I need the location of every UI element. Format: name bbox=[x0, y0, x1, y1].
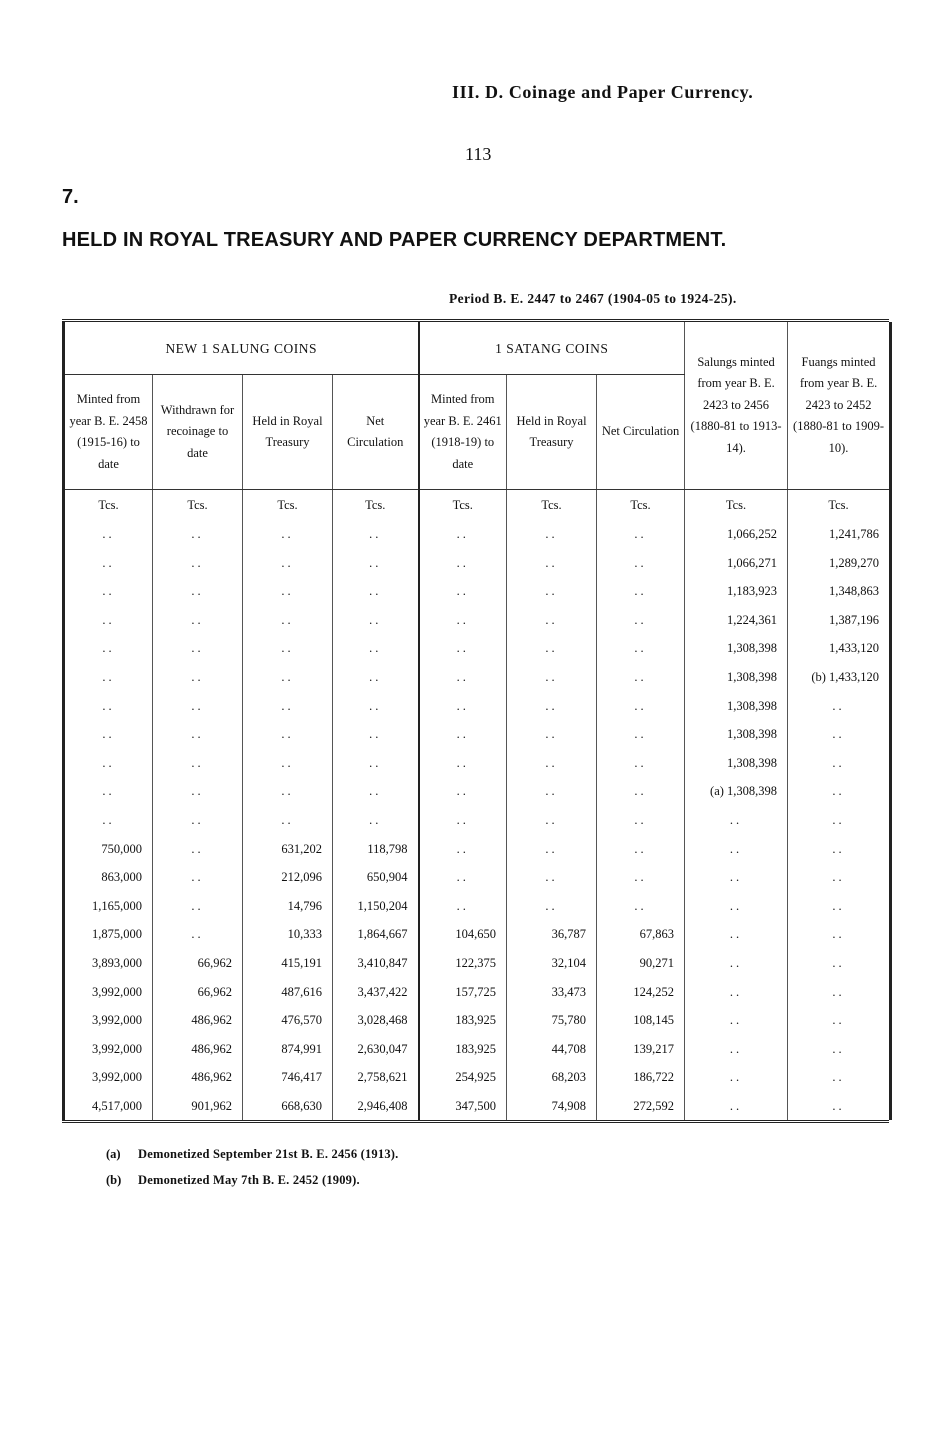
table-row bbox=[64, 1006, 891, 1035]
cell-satang-held: .. bbox=[507, 777, 597, 806]
period-label: Period B. E. 2447 to 2467 (1904-05 to 1924-25). bbox=[449, 291, 737, 306]
cell-salungs-minted: 1,066,271 bbox=[685, 549, 788, 578]
cell-satang-net: .. bbox=[597, 835, 685, 864]
cell-salungs-minted: 1,308,398 bbox=[685, 663, 788, 692]
cell-salungs-minted: .. bbox=[685, 1035, 788, 1064]
cell-satang-net: .. bbox=[597, 720, 685, 749]
cell-satang-held: .. bbox=[507, 749, 597, 778]
cell-salung-held: .. bbox=[243, 720, 333, 749]
cell-salung-held: .. bbox=[243, 749, 333, 778]
cell-satang-net: 124,252 bbox=[597, 978, 685, 1007]
cell-satang-minted: 183,925 bbox=[419, 1006, 507, 1035]
unit-label: Tcs. bbox=[243, 490, 333, 521]
cell-satang-held: 33,473 bbox=[507, 978, 597, 1007]
units-row bbox=[64, 490, 891, 521]
cell-salung-held: 415,191 bbox=[243, 949, 333, 978]
cell-salung-withdrawn: 66,962 bbox=[153, 949, 243, 978]
cell-fuangs-minted: .. bbox=[788, 863, 891, 892]
unit-label: Tcs. bbox=[64, 490, 153, 521]
cell-salungs-minted: 1,308,398 bbox=[685, 749, 788, 778]
cell-salungs-minted: 1,308,398 bbox=[685, 634, 788, 663]
cell-salung-minted: 863,000 bbox=[101, 870, 142, 885]
cell-satang-net: .. bbox=[597, 777, 685, 806]
cell-salung-minted: .. bbox=[102, 698, 115, 713]
table-row bbox=[64, 749, 891, 778]
table-row bbox=[64, 978, 891, 1007]
cell-fuangs-minted: .. bbox=[788, 692, 891, 721]
cell-satang-net: .. bbox=[597, 577, 685, 606]
page-number: 113 bbox=[465, 144, 492, 164]
cell-salung-withdrawn: .. bbox=[153, 549, 243, 578]
unit-label: Tcs. bbox=[507, 490, 597, 521]
cell-salung-held: .. bbox=[243, 692, 333, 721]
cell-salung-withdrawn: .. bbox=[153, 777, 243, 806]
cell-salung-net: 118,798 bbox=[333, 835, 419, 864]
cell-satang-minted: 347,500 bbox=[419, 1092, 507, 1121]
cell-salungs-minted: 1,183,923 bbox=[685, 577, 788, 606]
cell-salung-held: .. bbox=[243, 634, 333, 663]
table-row bbox=[64, 892, 891, 921]
cell-satang-minted: .. bbox=[419, 835, 507, 864]
cell-salung-net: .. bbox=[333, 520, 419, 549]
cell-salung-minted: 3,992,000 bbox=[92, 984, 142, 999]
cell-satang-net: 67,863 bbox=[597, 920, 685, 949]
cell-satang-net: .. bbox=[597, 692, 685, 721]
unit-label: Tcs. bbox=[419, 490, 507, 521]
cell-salung-net: 2,946,408 bbox=[333, 1092, 419, 1121]
cell-satang-held: 68,203 bbox=[507, 1063, 597, 1092]
unit-label: Tcs. bbox=[685, 490, 788, 521]
cell-salung-withdrawn: 66,962 bbox=[153, 978, 243, 1007]
cell-satang-minted: .. bbox=[419, 577, 507, 606]
cell-satang-held: .. bbox=[507, 634, 597, 663]
cell-satang-net: 139,217 bbox=[597, 1035, 685, 1064]
column-header-salung-held: Held in Royal Treasury bbox=[243, 375, 333, 490]
section-header: III. D. Coinage and Paper Currency. bbox=[452, 82, 754, 102]
table-row bbox=[64, 806, 891, 835]
cell-satang-minted: .. bbox=[419, 663, 507, 692]
cell-salung-withdrawn: .. bbox=[153, 634, 243, 663]
cell-salung-minted: 750,000 bbox=[101, 841, 142, 856]
column-header-salung-minted: Minted from year B. E. 2458 (1915-16) to date bbox=[64, 375, 153, 490]
cell-salung-minted: 3,992,000 bbox=[92, 1070, 142, 1085]
footnote-key: (b) bbox=[106, 1173, 122, 1187]
cell-satang-net: 186,722 bbox=[597, 1063, 685, 1092]
cell-satang-held: .. bbox=[507, 720, 597, 749]
cell-satang-held: .. bbox=[507, 577, 597, 606]
cell-salung-net: 1,864,667 bbox=[333, 920, 419, 949]
table-row bbox=[64, 720, 891, 749]
cell-salung-minted: 1,165,000 bbox=[92, 898, 142, 913]
cell-fuangs-minted: .. bbox=[788, 978, 891, 1007]
cell-salungs-minted: (a) 1,308,398 bbox=[685, 777, 788, 806]
cell-fuangs-minted: .. bbox=[788, 1006, 891, 1035]
cell-satang-held: 36,787 bbox=[507, 920, 597, 949]
cell-salung-withdrawn: .. bbox=[153, 606, 243, 635]
cell-satang-net: .. bbox=[597, 749, 685, 778]
cell-satang-net: .. bbox=[597, 634, 685, 663]
footnote-a bbox=[106, 1141, 398, 1167]
cell-satang-minted: .. bbox=[419, 892, 507, 921]
cell-fuangs-minted: .. bbox=[788, 949, 891, 978]
cell-satang-minted: .. bbox=[419, 692, 507, 721]
cell-salung-net: .. bbox=[333, 749, 419, 778]
cell-satang-minted: .. bbox=[419, 606, 507, 635]
cell-salung-held: 14,796 bbox=[243, 892, 333, 921]
cell-salung-net: 3,410,847 bbox=[333, 949, 419, 978]
table-row bbox=[64, 1092, 891, 1121]
cell-salung-minted: .. bbox=[102, 555, 115, 570]
cell-salung-held: 476,570 bbox=[243, 1006, 333, 1035]
cell-salung-minted: .. bbox=[102, 784, 115, 799]
cell-fuangs-minted: 1,289,270 bbox=[788, 549, 891, 578]
cell-fuangs-minted: .. bbox=[788, 835, 891, 864]
table-row bbox=[64, 1063, 891, 1092]
cell-satang-minted: .. bbox=[419, 720, 507, 749]
cell-satang-held: .. bbox=[507, 806, 597, 835]
cell-fuangs-minted: 1,348,863 bbox=[788, 577, 891, 606]
cell-satang-net: .. bbox=[597, 892, 685, 921]
cell-satang-held: 75,780 bbox=[507, 1006, 597, 1035]
cell-fuangs-minted: .. bbox=[788, 720, 891, 749]
cell-salung-net: .. bbox=[333, 777, 419, 806]
cell-salung-withdrawn: .. bbox=[153, 863, 243, 892]
cell-salung-held: .. bbox=[243, 806, 333, 835]
column-header-satang-held: Held in Royal Treasury bbox=[507, 375, 597, 490]
cell-satang-minted: .. bbox=[419, 863, 507, 892]
cell-salungs-minted: .. bbox=[685, 949, 788, 978]
table-row bbox=[64, 835, 891, 864]
cell-salung-held: .. bbox=[243, 549, 333, 578]
cell-salung-held: 212,096 bbox=[243, 863, 333, 892]
cell-satang-net: 90,271 bbox=[597, 949, 685, 978]
cell-salungs-minted: .. bbox=[685, 806, 788, 835]
cell-salungs-minted: 1,066,252 bbox=[685, 520, 788, 549]
cell-salung-withdrawn: .. bbox=[153, 520, 243, 549]
cell-salung-held: .. bbox=[243, 577, 333, 606]
column-header-salung-withdrawn: Withdrawn for recoinage to date bbox=[153, 375, 243, 490]
cell-salungs-minted: .. bbox=[685, 835, 788, 864]
cell-salung-withdrawn: .. bbox=[153, 720, 243, 749]
cell-salungs-minted: .. bbox=[685, 1063, 788, 1092]
cell-satang-minted: .. bbox=[419, 777, 507, 806]
cell-salung-withdrawn: 486,962 bbox=[153, 1006, 243, 1035]
cell-salungs-minted: .. bbox=[685, 1006, 788, 1035]
cell-fuangs-minted: .. bbox=[788, 1092, 891, 1121]
cell-salung-minted: .. bbox=[102, 612, 115, 627]
table-row bbox=[64, 949, 891, 978]
unit-label: Tcs. bbox=[333, 490, 419, 521]
cell-salung-held: .. bbox=[243, 520, 333, 549]
cell-salung-withdrawn: .. bbox=[153, 692, 243, 721]
column-header-salung-net: Net Circulation bbox=[333, 375, 419, 490]
currency-table-frame bbox=[62, 319, 889, 1123]
unit-label: Tcs. bbox=[153, 490, 243, 521]
cell-satang-minted: .. bbox=[419, 634, 507, 663]
table-row bbox=[64, 863, 891, 892]
cell-fuangs-minted: 1,387,196 bbox=[788, 606, 891, 635]
cell-satang-net: .. bbox=[597, 863, 685, 892]
cell-satang-minted: 122,375 bbox=[419, 949, 507, 978]
cell-salung-minted: .. bbox=[102, 669, 115, 684]
cell-satang-held: .. bbox=[507, 606, 597, 635]
cell-salung-minted: 4,517,000 bbox=[92, 1098, 142, 1113]
cell-salung-withdrawn: .. bbox=[153, 920, 243, 949]
cell-salung-minted: .. bbox=[102, 527, 115, 541]
cell-salung-held: 874,991 bbox=[243, 1035, 333, 1064]
table-row bbox=[64, 520, 891, 549]
cell-salungs-minted: .. bbox=[685, 1092, 788, 1121]
cell-satang-held: 74,908 bbox=[507, 1092, 597, 1121]
table-row bbox=[64, 692, 891, 721]
cell-satang-held: .. bbox=[507, 892, 597, 921]
table-row bbox=[64, 777, 891, 806]
cell-salung-held: .. bbox=[243, 777, 333, 806]
cell-satang-net: 108,145 bbox=[597, 1006, 685, 1035]
cell-satang-minted: 157,725 bbox=[419, 978, 507, 1007]
table-row bbox=[64, 920, 891, 949]
cell-satang-held: .. bbox=[507, 692, 597, 721]
cell-salung-net: 1,150,204 bbox=[333, 892, 419, 921]
cell-satang-net: 272,592 bbox=[597, 1092, 685, 1121]
currency-table bbox=[62, 322, 892, 1120]
cell-salung-held: 668,630 bbox=[243, 1092, 333, 1121]
cell-salung-withdrawn: .. bbox=[153, 892, 243, 921]
cell-satang-held: .. bbox=[507, 663, 597, 692]
cell-satang-net: .. bbox=[597, 663, 685, 692]
group-header-salung: NEW 1 SALUNG COINS bbox=[64, 322, 419, 375]
cell-salung-net: .. bbox=[333, 549, 419, 578]
cell-salung-withdrawn: .. bbox=[153, 577, 243, 606]
cell-salung-held: 10,333 bbox=[243, 920, 333, 949]
cell-salung-net: .. bbox=[333, 692, 419, 721]
cell-satang-net: .. bbox=[597, 606, 685, 635]
cell-fuangs-minted: .. bbox=[788, 920, 891, 949]
cell-satang-minted: .. bbox=[419, 549, 507, 578]
cell-salungs-minted: .. bbox=[685, 892, 788, 921]
cell-fuangs-minted: 1,241,786 bbox=[788, 520, 891, 549]
cell-salung-withdrawn: .. bbox=[153, 835, 243, 864]
table-row bbox=[64, 549, 891, 578]
cell-salung-minted: 1,875,000 bbox=[92, 927, 142, 942]
cell-salung-minted: 3,992,000 bbox=[92, 1013, 142, 1028]
table-row bbox=[64, 606, 891, 635]
cell-satang-held: 32,104 bbox=[507, 949, 597, 978]
table-title: HELD IN ROYAL TREASURY AND PAPER CURRENCY DEPARTMENT. bbox=[62, 229, 727, 251]
cell-salung-withdrawn: .. bbox=[153, 663, 243, 692]
cell-fuangs-minted: .. bbox=[788, 1063, 891, 1092]
cell-satang-held: .. bbox=[507, 520, 597, 549]
unit-label: Tcs. bbox=[788, 490, 891, 521]
cell-satang-minted: 254,925 bbox=[419, 1063, 507, 1092]
cell-fuangs-minted: .. bbox=[788, 1035, 891, 1064]
cell-salungs-minted: .. bbox=[685, 863, 788, 892]
cell-salung-minted: 3,893,000 bbox=[92, 955, 142, 970]
cell-satang-held: .. bbox=[507, 863, 597, 892]
cell-salung-net: .. bbox=[333, 806, 419, 835]
cell-salung-minted: .. bbox=[102, 584, 115, 599]
cell-satang-net: .. bbox=[597, 806, 685, 835]
cell-salung-withdrawn: 486,962 bbox=[153, 1035, 243, 1064]
cell-satang-held: .. bbox=[507, 835, 597, 864]
cell-salungs-minted: 1,308,398 bbox=[685, 720, 788, 749]
cell-salung-net: .. bbox=[333, 634, 419, 663]
footnote-text: Demonetized September 21st B. E. 2456 (1913). bbox=[138, 1147, 399, 1161]
table-row bbox=[64, 577, 891, 606]
cell-salung-net: 2,758,621 bbox=[333, 1063, 419, 1092]
cell-satang-held: 44,708 bbox=[507, 1035, 597, 1064]
cell-salung-minted: 3,992,000 bbox=[92, 1041, 142, 1056]
cell-satang-minted: 104,650 bbox=[419, 920, 507, 949]
table-number: 7. bbox=[62, 186, 79, 208]
footnote-b bbox=[106, 1167, 398, 1193]
cell-salung-minted: .. bbox=[102, 641, 115, 656]
table-row bbox=[64, 1035, 891, 1064]
footnotes bbox=[106, 1141, 398, 1193]
cell-satang-minted: .. bbox=[419, 806, 507, 835]
cell-fuangs-minted: .. bbox=[788, 777, 891, 806]
cell-salung-minted: .. bbox=[102, 755, 115, 770]
cell-salung-minted: .. bbox=[102, 727, 115, 742]
cell-satang-net: .. bbox=[597, 520, 685, 549]
cell-salung-net: .. bbox=[333, 720, 419, 749]
cell-salungs-minted: .. bbox=[685, 920, 788, 949]
cell-salungs-minted: 1,308,398 bbox=[685, 692, 788, 721]
cell-satang-minted: 183,925 bbox=[419, 1035, 507, 1064]
cell-satang-net: .. bbox=[597, 549, 685, 578]
table-row bbox=[64, 663, 891, 692]
cell-salungs-minted: .. bbox=[685, 978, 788, 1007]
cell-salungs-minted: 1,224,361 bbox=[685, 606, 788, 635]
cell-satang-minted: .. bbox=[419, 520, 507, 549]
footnote-text: Demonetized May 7th B. E. 2452 (1909). bbox=[138, 1173, 360, 1187]
column-header-fuangs-minted: Fuangs minted from year B. E. 2423 to 2452 (1880-81 to 1909-10). bbox=[788, 322, 891, 490]
cell-salung-withdrawn: .. bbox=[153, 749, 243, 778]
cell-salung-held: .. bbox=[243, 663, 333, 692]
cell-salung-withdrawn: .. bbox=[153, 806, 243, 835]
cell-salung-net: 2,630,047 bbox=[333, 1035, 419, 1064]
cell-fuangs-minted: .. bbox=[788, 892, 891, 921]
cell-fuangs-minted: 1,433,120 bbox=[788, 634, 891, 663]
table-row bbox=[64, 634, 891, 663]
cell-salung-net: 650,904 bbox=[333, 863, 419, 892]
footnote-key: (a) bbox=[106, 1147, 121, 1161]
cell-fuangs-minted: .. bbox=[788, 749, 891, 778]
cell-salung-net: .. bbox=[333, 663, 419, 692]
group-header-satang: 1 SATANG COINS bbox=[419, 322, 685, 375]
column-header-salungs-minted: Salungs minted from year B. E. 2423 to 2456 (1880-81 to 1913-14). bbox=[685, 322, 788, 490]
cell-salung-held: 487,616 bbox=[243, 978, 333, 1007]
cell-salung-withdrawn: 486,962 bbox=[153, 1063, 243, 1092]
cell-salung-net: 3,028,468 bbox=[333, 1006, 419, 1035]
cell-salung-withdrawn: 901,962 bbox=[153, 1092, 243, 1121]
cell-salung-held: .. bbox=[243, 606, 333, 635]
cell-satang-held: .. bbox=[507, 549, 597, 578]
cell-salung-held: 746,417 bbox=[243, 1063, 333, 1092]
cell-fuangs-minted: .. bbox=[788, 806, 891, 835]
cell-salung-net: .. bbox=[333, 577, 419, 606]
unit-label: Tcs. bbox=[597, 490, 685, 521]
cell-salung-minted: .. bbox=[102, 812, 115, 827]
cell-salung-held: 631,202 bbox=[243, 835, 333, 864]
cell-satang-minted: .. bbox=[419, 749, 507, 778]
cell-salung-net: .. bbox=[333, 606, 419, 635]
cell-salung-net: 3,437,422 bbox=[333, 978, 419, 1007]
cell-fuangs-minted: (b) 1,433,120 bbox=[788, 663, 891, 692]
column-header-satang-net: Net Circulation bbox=[597, 375, 685, 490]
column-header-satang-minted: Minted from year B. E. 2461 (1918-19) to date bbox=[419, 375, 507, 490]
